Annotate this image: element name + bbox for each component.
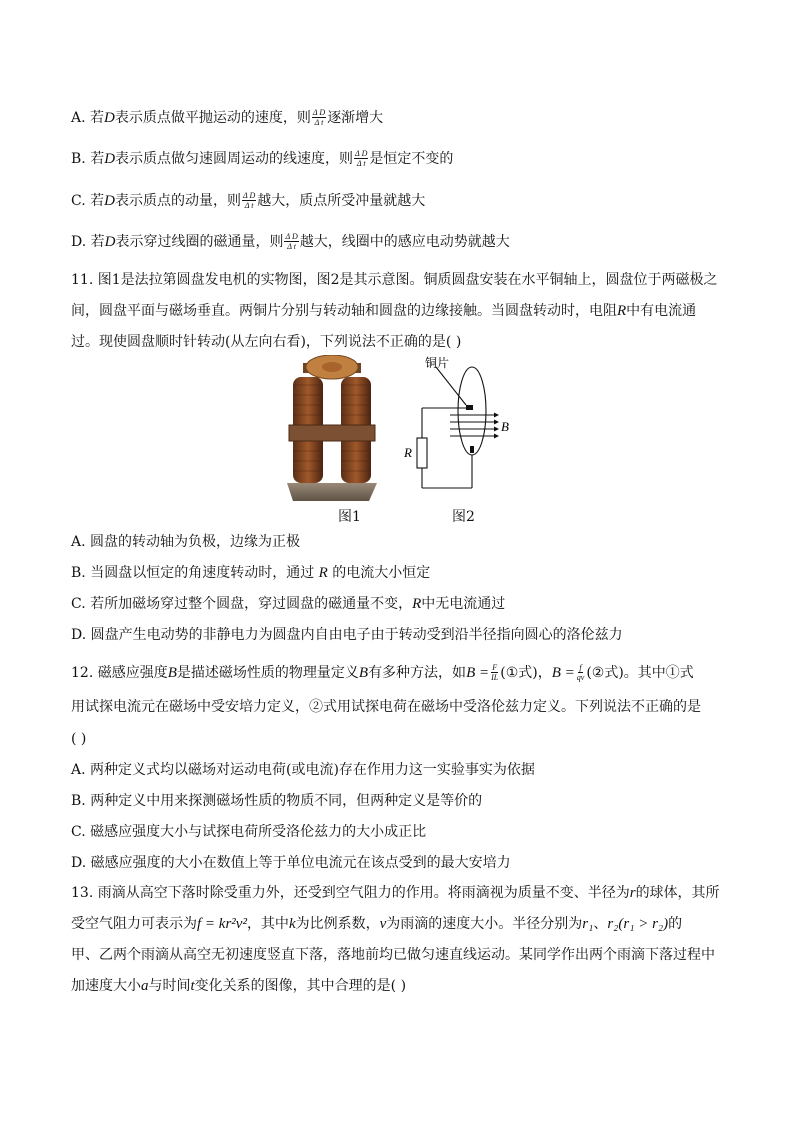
q13-stem-line1: 13. 雨滴从高空下落时除受重力外，还受到空气阻力的作用。将雨滴视为质量不变、半径为r的球体，其所 [71,885,720,901]
fraction: $\frac{F}{IL}$ [491,662,499,682]
fraction: $\frac{\text{Δ D}}{\text{Δ t}}$ [355,148,368,168]
q11-option-c: C. 若所加磁场穿过整个圆盘，穿过圆盘的磁通量不变，R中无电流通过 [71,596,506,612]
q11-stem-line3: 过。现使圆盘顺时针转动(从左向右看)，下列说法不正确的是( ) [71,334,462,350]
faraday-schematic-diagram [398,353,516,498]
fraction: $\frac{\text{Δ D}}{\text{Δ t}}$ [242,190,256,210]
resistor-label: R [404,445,412,460]
q13-stem-line2: 受空气阻力可表示为f = kr²v²，其中k为比例系数，v为雨滴的速度大小。半径分别为r₁、r₂(r₁ > r₂)的 [71,916,683,932]
fraction: $\frac{\text{Δ D}}{\text{Δ t}}$ [285,231,298,251]
faraday-generator-photo [281,355,383,503]
q12-stem-line3: ( ) [71,731,87,747]
figure1-caption: 图1 [338,509,361,525]
b-field-label: B [501,419,509,434]
copper-label: 铜片 [425,356,450,370]
q11-stem-line2: 间，圆盘平面与磁场垂直。两铜片分别与转动轴和圆盘的边缘接触。当圆盘转动时，电阻R中有电流通 [71,303,697,319]
q12-option-d: D. 磁感应强度的大小在数值上等于单位电流元在该点受到的最大安培力 [71,855,511,871]
q10-option-b: B. 若D表示质点做匀速圆周运动的线速度，则 $\frac{\text{Δ D}}{\text{Δ t}}$ 是恒定不变的 [71,148,454,168]
q11-option-b: B. 当圆盘以恒定的角速度转动时，通过 R 的电流大小恒定 [71,565,431,581]
q12-stem-line1: 12. 磁感应强度B是描述磁场性质的物理量定义B有多种方法，如B = $\frac{F}{IL}$ (①式)，B = $\frac{f}{qv}$ (②式)。其中①式 [71,662,694,682]
q10-option-c: C. 若D表示质点的动量，则 $\frac{\text{Δ D}}{\text{Δ t}}$ 越大，质点所受冲量就越大 [71,190,426,210]
q12-option-b: B. 两种定义中用来探测磁场性质的物质不同，但两种定义是等价的 [71,793,483,809]
q12-stem-line2: 用试探电流元在磁场中受安培力定义，②式用试探电荷在磁场中受洛伦兹力定义。下列说法不正确的是 [71,699,701,715]
q10-option-d: D. 若D表示穿过线圈的磁通量，则 $\frac{\text{Δ D}}{\text{Δ t}}$ 越大，线圈中的感应电动势就越大 [71,231,510,251]
fraction: $\frac{\text{Δ D}}{\text{Δ t}}$ [312,107,326,127]
q13-stem-line3: 甲、乙两个雨滴从高空无初速度竖直下落，落地前均已做匀速直线运动。某同学作出两个雨滴下落过程中 [71,947,715,963]
q13-stem-line4: 加速度大小a与时间t变化关系的图像，其中合理的是( ) [71,978,407,994]
q12-option-a: A. 两种定义式均以磁场对运动电荷(或电流)存在作用力这一实验事实为依据 [71,762,535,778]
q12-option-c: C. 磁感应强度大小与试探电荷所受洛伦兹力的大小成正比 [71,824,427,840]
figure2-caption: 图2 [452,509,475,525]
q11-option-a: A. 圆盘的转动轴为负极，边缘为正极 [71,534,301,550]
fraction: $\frac{f}{qv}$ [576,662,585,682]
q10-option-a: A. 若D表示质点做平抛运动的速度，则 $\frac{\text{Δ D}}{\text{Δ t}}$ 逐渐增大 [71,107,384,127]
q11-stem-line1: 11. 图1是法拉第圆盘发电机的实物图，图2是其示意图。铜质圆盘安装在水平铜轴上，圆盘位于两磁极之 [71,272,718,288]
q11-option-d: D. 圆盘产生电动势的非静电力为圆盘内自由电子由于转动受到沿半径指向圆心的洛伦兹力 [71,627,623,643]
